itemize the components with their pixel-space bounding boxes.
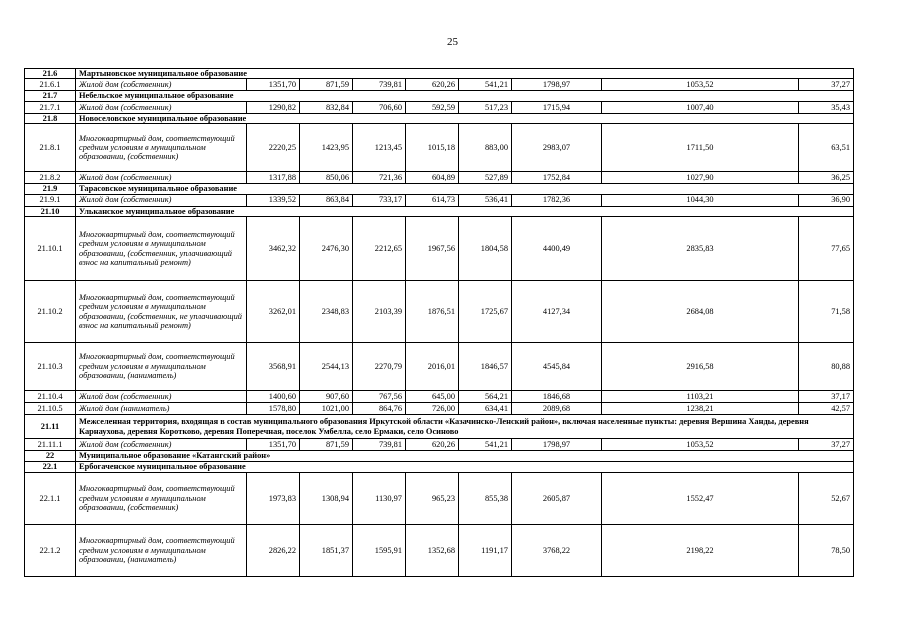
value-cell-v5: 536,41 bbox=[459, 194, 512, 206]
value-cell-v8: 37,17 bbox=[799, 391, 854, 403]
table-row bbox=[25, 217, 854, 281]
value-cell-v7: 1044,30 bbox=[602, 194, 799, 206]
section-row bbox=[25, 184, 854, 194]
value-cell-v4: 592,59 bbox=[406, 101, 459, 113]
value-cell-v5: 1804,58 bbox=[459, 217, 512, 281]
value-cell-v6: 1846,68 bbox=[512, 391, 602, 403]
housing-type: Многоквартирный дом, соответствующий средним условиям в муниципальном образовании, (наниматель) bbox=[76, 525, 247, 577]
section-title: Ульканское муниципальное образование bbox=[76, 206, 854, 216]
row-code: 22.1.2 bbox=[25, 525, 76, 577]
value-cell-v6: 1798,97 bbox=[512, 439, 602, 451]
value-cell-v2: 850,06 bbox=[300, 172, 353, 184]
section-row bbox=[25, 415, 854, 439]
section-code: 21.11 bbox=[25, 415, 76, 439]
section-code: 21.8 bbox=[25, 113, 76, 123]
value-cell-v8: 80,88 bbox=[799, 343, 854, 391]
value-cell-v7: 1053,52 bbox=[602, 439, 799, 451]
section-title: Мартыновское муниципальное образование bbox=[76, 69, 854, 79]
table-row bbox=[25, 172, 854, 184]
value-cell-v4: 726,00 bbox=[406, 403, 459, 415]
value-cell-v8: 37,27 bbox=[799, 79, 854, 91]
value-cell-v5: 541,21 bbox=[459, 439, 512, 451]
value-cell-v5: 564,21 bbox=[459, 391, 512, 403]
value-cell-v3: 1213,45 bbox=[353, 124, 406, 172]
value-cell-v8: 42,57 bbox=[799, 403, 854, 415]
value-cell-v6: 4127,34 bbox=[512, 281, 602, 343]
section-title: Ербогаченское муниципальное образование bbox=[76, 462, 854, 473]
section-title: Межселенная территория, входящая в состав муниципального образования Иркутской области «Казачинско-Ленский район», включая населенные пункты: деревня Вершина Ханды, деревня Карнаухова, деревня Коротково, деревня Поперечная, поселок Умбелла, село Ермаки, село Осиново bbox=[76, 415, 854, 439]
housing-type: Жилой дом (наниматель) bbox=[76, 403, 247, 415]
value-cell-v5: 1725,67 bbox=[459, 281, 512, 343]
table-row bbox=[25, 439, 854, 451]
value-cell-v1: 3568,91 bbox=[247, 343, 300, 391]
value-cell-v2: 1308,94 bbox=[300, 473, 353, 525]
row-code: 21.8.1 bbox=[25, 124, 76, 172]
table-row bbox=[25, 101, 854, 113]
value-cell-v6: 1782,36 bbox=[512, 194, 602, 206]
value-cell-v8: 35,43 bbox=[799, 101, 854, 113]
value-cell-v8: 36,90 bbox=[799, 194, 854, 206]
value-cell-v7: 2916,58 bbox=[602, 343, 799, 391]
value-cell-v5: 634,41 bbox=[459, 403, 512, 415]
value-cell-v7: 1103,21 bbox=[602, 391, 799, 403]
section-row bbox=[25, 451, 854, 462]
section-code: 21.9 bbox=[25, 184, 76, 194]
section-code: 22.1 bbox=[25, 462, 76, 473]
value-cell-v6: 3768,22 bbox=[512, 525, 602, 577]
value-cell-v2: 871,59 bbox=[300, 79, 353, 91]
table-row bbox=[25, 403, 854, 415]
table-row bbox=[25, 124, 854, 172]
value-cell-v7: 2684,08 bbox=[602, 281, 799, 343]
value-cell-v1: 1351,70 bbox=[247, 79, 300, 91]
value-cell-v8: 37,27 bbox=[799, 439, 854, 451]
housing-type: Жилой дом (собственник) bbox=[76, 391, 247, 403]
housing-type: Жилой дом (собственник) bbox=[76, 101, 247, 113]
value-cell-v4: 645,00 bbox=[406, 391, 459, 403]
housing-type: Многоквартирный дом, соответствующий средним условиям в муниципальном образовании, (наниматель) bbox=[76, 343, 247, 391]
value-cell-v4: 1352,68 bbox=[406, 525, 459, 577]
housing-type: Многоквартирный дом, соответствующий средним условиям в муниципальном образовании, (собственник) bbox=[76, 473, 247, 525]
value-cell-v8: 52,67 bbox=[799, 473, 854, 525]
section-code: 21.7 bbox=[25, 91, 76, 101]
table-row bbox=[25, 281, 854, 343]
value-cell-v6: 2605,87 bbox=[512, 473, 602, 525]
value-cell-v3: 1595,91 bbox=[353, 525, 406, 577]
value-cell-v7: 1007,40 bbox=[602, 101, 799, 113]
housing-type: Многоквартирный дом, соответствующий средним условиям в муниципальном образовании, (собственник, не уплачивающий взнос на капитальный ремонт) bbox=[76, 281, 247, 343]
value-cell-v8: 63,51 bbox=[799, 124, 854, 172]
value-cell-v5: 541,21 bbox=[459, 79, 512, 91]
value-cell-v2: 907,60 bbox=[300, 391, 353, 403]
row-code: 21.10.2 bbox=[25, 281, 76, 343]
row-code: 21.10.4 bbox=[25, 391, 76, 403]
row-code: 21.10.1 bbox=[25, 217, 76, 281]
row-code: 22.1.1 bbox=[25, 473, 76, 525]
value-cell-v1: 1290,82 bbox=[247, 101, 300, 113]
value-cell-v3: 1130,97 bbox=[353, 473, 406, 525]
value-cell-v8: 77,65 bbox=[799, 217, 854, 281]
value-cell-v2: 1423,95 bbox=[300, 124, 353, 172]
table-body bbox=[25, 69, 854, 577]
table-row bbox=[25, 194, 854, 206]
section-title: Небельское муниципальное образование bbox=[76, 91, 854, 101]
value-cell-v3: 706,60 bbox=[353, 101, 406, 113]
value-cell-v2: 1851,37 bbox=[300, 525, 353, 577]
table-row bbox=[25, 79, 854, 91]
row-code: 21.10.5 bbox=[25, 403, 76, 415]
value-cell-v6: 2089,68 bbox=[512, 403, 602, 415]
value-cell-v5: 517,23 bbox=[459, 101, 512, 113]
value-cell-v4: 620,26 bbox=[406, 439, 459, 451]
value-cell-v1: 2220,25 bbox=[247, 124, 300, 172]
value-cell-v4: 965,23 bbox=[406, 473, 459, 525]
value-cell-v2: 871,59 bbox=[300, 439, 353, 451]
section-title: Новоселовское муниципальное образование bbox=[76, 113, 854, 123]
value-cell-v3: 767,56 bbox=[353, 391, 406, 403]
value-cell-v7: 2198,22 bbox=[602, 525, 799, 577]
section-code: 21.6 bbox=[25, 69, 76, 79]
value-cell-v8: 36,25 bbox=[799, 172, 854, 184]
value-cell-v3: 739,81 bbox=[353, 439, 406, 451]
housing-type: Жилой дом (собственник) bbox=[76, 172, 247, 184]
value-cell-v6: 4400,49 bbox=[512, 217, 602, 281]
value-cell-v3: 2212,65 bbox=[353, 217, 406, 281]
section-code: 21.10 bbox=[25, 206, 76, 216]
value-cell-v7: 1552,47 bbox=[602, 473, 799, 525]
table-row bbox=[25, 525, 854, 577]
table-row bbox=[25, 473, 854, 525]
value-cell-v8: 71,58 bbox=[799, 281, 854, 343]
housing-type: Жилой дом (собственник) bbox=[76, 194, 247, 206]
value-cell-v4: 620,26 bbox=[406, 79, 459, 91]
housing-type: Многоквартирный дом, соответствующий средним условиям в муниципальном образовании, (собственник) bbox=[76, 124, 247, 172]
value-cell-v1: 1317,88 bbox=[247, 172, 300, 184]
value-cell-v5: 1191,17 bbox=[459, 525, 512, 577]
section-row bbox=[25, 69, 854, 79]
value-cell-v3: 2270,79 bbox=[353, 343, 406, 391]
value-cell-v6: 2983,07 bbox=[512, 124, 602, 172]
value-cell-v7: 2835,83 bbox=[602, 217, 799, 281]
value-cell-v6: 1752,84 bbox=[512, 172, 602, 184]
value-cell-v8: 78,50 bbox=[799, 525, 854, 577]
value-cell-v1: 1973,83 bbox=[247, 473, 300, 525]
section-row bbox=[25, 206, 854, 216]
value-cell-v4: 1967,56 bbox=[406, 217, 459, 281]
value-cell-v4: 1015,18 bbox=[406, 124, 459, 172]
section-row bbox=[25, 113, 854, 123]
row-code: 21.7.1 bbox=[25, 101, 76, 113]
row-code: 21.10.3 bbox=[25, 343, 76, 391]
value-cell-v3: 733,17 bbox=[353, 194, 406, 206]
value-cell-v4: 2016,01 bbox=[406, 343, 459, 391]
table-row bbox=[25, 343, 854, 391]
value-cell-v5: 527,89 bbox=[459, 172, 512, 184]
value-cell-v2: 2348,83 bbox=[300, 281, 353, 343]
value-cell-v4: 1876,51 bbox=[406, 281, 459, 343]
value-cell-v2: 863,84 bbox=[300, 194, 353, 206]
value-cell-v6: 1798,97 bbox=[512, 79, 602, 91]
row-code: 21.11.1 bbox=[25, 439, 76, 451]
value-cell-v4: 604,89 bbox=[406, 172, 459, 184]
value-cell-v1: 3462,32 bbox=[247, 217, 300, 281]
value-cell-v6: 4545,84 bbox=[512, 343, 602, 391]
value-cell-v5: 855,38 bbox=[459, 473, 512, 525]
value-cell-v6: 1715,94 bbox=[512, 101, 602, 113]
housing-type: Жилой дом (собственник) bbox=[76, 79, 247, 91]
housing-type: Жилой дом (собственник) bbox=[76, 439, 247, 451]
row-code: 21.6.1 bbox=[25, 79, 76, 91]
value-cell-v1: 3262,01 bbox=[247, 281, 300, 343]
section-row bbox=[25, 462, 854, 473]
value-cell-v4: 614,73 bbox=[406, 194, 459, 206]
row-code: 21.9.1 bbox=[25, 194, 76, 206]
housing-type: Многоквартирный дом, соответствующий средним условиям в муниципальном образовании, (собственник, уплачивающий взнос на капитальный ремонт) bbox=[76, 217, 247, 281]
section-title: Тарасовское муниципальное образование bbox=[76, 184, 854, 194]
value-cell-v1: 1351,70 bbox=[247, 439, 300, 451]
value-cell-v1: 1339,52 bbox=[247, 194, 300, 206]
value-cell-v5: 1846,57 bbox=[459, 343, 512, 391]
value-cell-v7: 1238,21 bbox=[602, 403, 799, 415]
value-cell-v2: 2544,13 bbox=[300, 343, 353, 391]
section-title: Муниципальное образование «Катангский район» bbox=[76, 451, 854, 462]
value-cell-v3: 864,76 bbox=[353, 403, 406, 415]
row-code: 21.8.2 bbox=[25, 172, 76, 184]
table-row bbox=[25, 391, 854, 403]
page-number: 25 bbox=[447, 36, 458, 48]
section-row bbox=[25, 91, 854, 101]
value-cell-v2: 832,84 bbox=[300, 101, 353, 113]
value-cell-v1: 1400,60 bbox=[247, 391, 300, 403]
value-cell-v3: 739,81 bbox=[353, 79, 406, 91]
value-cell-v2: 1021,00 bbox=[300, 403, 353, 415]
value-cell-v1: 2826,22 bbox=[247, 525, 300, 577]
value-cell-v7: 1053,52 bbox=[602, 79, 799, 91]
tariff-table bbox=[24, 68, 854, 577]
value-cell-v5: 883,00 bbox=[459, 124, 512, 172]
value-cell-v3: 721,36 bbox=[353, 172, 406, 184]
value-cell-v1: 1578,80 bbox=[247, 403, 300, 415]
value-cell-v3: 2103,39 bbox=[353, 281, 406, 343]
value-cell-v7: 1027,90 bbox=[602, 172, 799, 184]
value-cell-v7: 1711,50 bbox=[602, 124, 799, 172]
section-code: 22 bbox=[25, 451, 76, 462]
value-cell-v2: 2476,30 bbox=[300, 217, 353, 281]
